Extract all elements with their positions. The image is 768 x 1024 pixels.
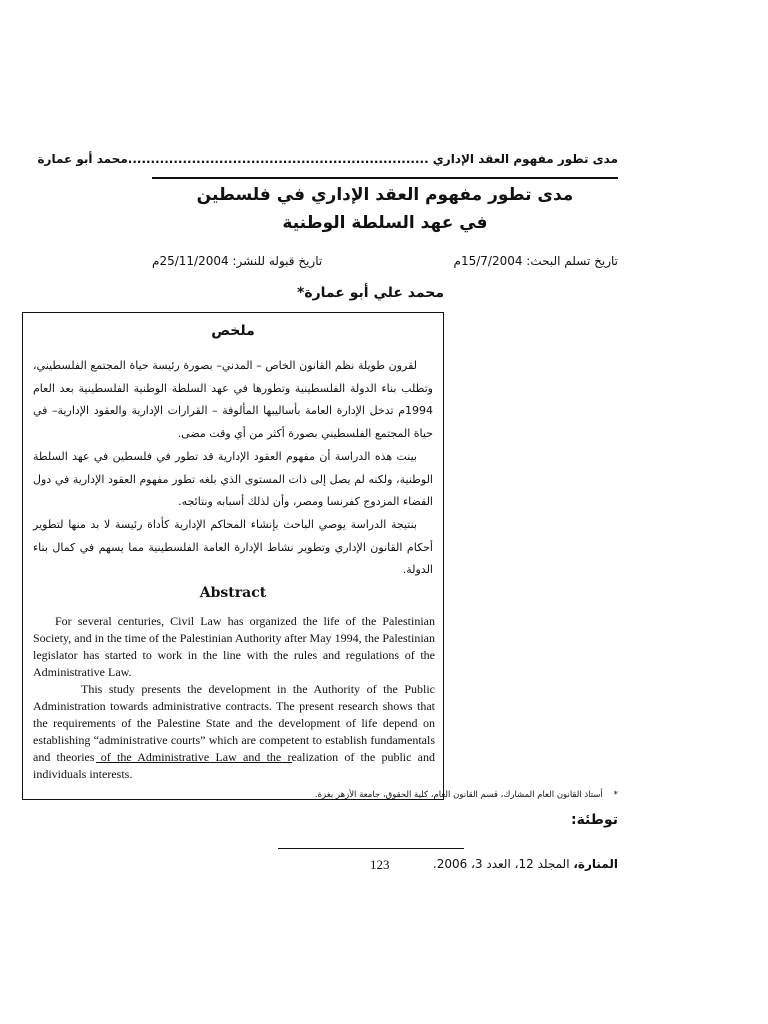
english-abstract-paragraph-2: This study presents the development in the Authority of the Public Administration towards administrative contracts. The present research shows that the requirements of the Palestine State and the development of life depend on establishing “administrative courts” which are competent to establish fundamentals and theories of the Administrative Law and the realization of the public and individuals interests. bbox=[33, 682, 435, 781]
header-divider bbox=[152, 177, 618, 179]
paper-title-line-1: مدى تطور مفهوم العقد الإداري في فلسطين bbox=[196, 185, 574, 205]
arabic-abstract-body bbox=[33, 355, 433, 582]
arabic-abstract-heading: ملخص bbox=[211, 323, 255, 339]
footer-divider bbox=[278, 848, 464, 849]
journal-name: المنارة، bbox=[573, 857, 618, 871]
author-footnote bbox=[200, 790, 618, 800]
journal-issue-details: المجلد 12، العدد 3، 2006. bbox=[432, 857, 570, 871]
submission-dates bbox=[152, 254, 618, 268]
footnote-text: أستاذ القانون العام المشارك، قسم القانون العام، كلية الحقوق، جامعة الأزهر بغزة. bbox=[314, 790, 603, 800]
footnote-mark: * bbox=[613, 790, 618, 800]
english-abstract-body bbox=[33, 613, 435, 783]
arabic-abstract-paragraph-1: لقرون طويلة نظم القانون الخاص – المدني– بصورة رئيسة حياة المجتمع الفلسطيني، وتطلب بناء الدولة الفلسطينية وتطورها في عهد السلطة الوطنية الفلسطينية بعد العام 1994م تدخل الإدارة العامة بأساليبها المألوفة – القرارات الإدارية والعقود الإدارية– في حياة المجتمع الفلسطيني بصورة أكثر من أي وقت مضى. bbox=[33, 359, 433, 441]
arabic-abstract-paragraph-2: بينت هذه الدراسة أن مفهوم العقود الإدارية قد تطور في فلسطين في عهد السلطة الوطنية، ولكنه لم يصل إلى ذات المستوى الذي بلغه تطور مفهوم العقود الإدارية في دول القضاء المزدوج كفرنسا ومصر، وأن لذلك أسبابه ونتائجه. bbox=[33, 449, 433, 509]
accepted-date: تاريخ قبوله للنشر: 25/11/2004م bbox=[152, 254, 323, 268]
english-abstract-heading: Abstract bbox=[199, 585, 267, 601]
text-underline-mark bbox=[96, 762, 292, 763]
arabic-abstract-paragraph-3: بنتيجة الدراسة يوصي الباحث بإنشاء المحاكم الإدارية كأداة رئيسة لا بد منها لتطوير أحكام القانون الإداري وتطوير نشاط الإدارة العامة الفلسطينية مما يسهم في كمال بناء الدولة. bbox=[33, 517, 433, 577]
running-header: مدى تطور مفهوم العقد الإداري ..................................................................محمد أبو عمارة bbox=[37, 152, 618, 166]
english-abstract-paragraph-1: For several centuries, Civil Law has organized the life of the Palestinian Society, and in the time of the Palestinian Authority after May 1994, the Palestinian legislator has started to work in the line with the rules and regulations of the Administrative Law. bbox=[33, 614, 435, 679]
paper-title-line-2: في عهد السلطة الوطنية bbox=[282, 213, 488, 233]
received-date: تاريخ تسلم البحث: 15/7/2004م bbox=[453, 254, 618, 268]
page-number: 123 bbox=[370, 857, 390, 872]
abstract-box bbox=[22, 312, 444, 800]
author-name: محمد علي أبو عمارة* bbox=[297, 285, 444, 301]
introduction-heading: توطئة: bbox=[570, 812, 618, 828]
